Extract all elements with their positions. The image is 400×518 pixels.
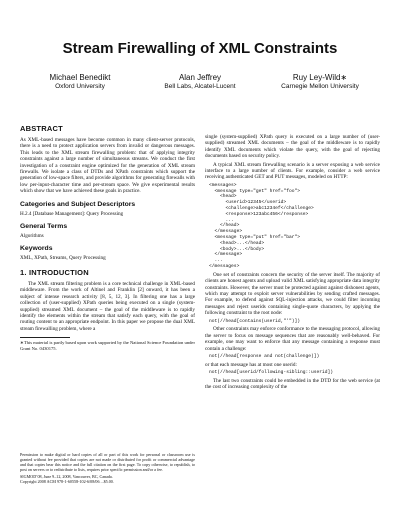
categories-heading: Categories and Subject Descriptors xyxy=(20,200,136,208)
paragraph: One set of constraints concern the security of the server itself. The majority of clients are honest agents and upload valid XML satisfying appropriate data integrity constraints. However, the server must be protected against against dishonest agents, which may attempt to exploit server vulnerabilities by sending crafted messages. For example, to defend against SQL-injection attacks, we could filter incoming messages and reject userids containing single-quote characters, by applying the following constraint to the root node: xyxy=(205,271,380,317)
paragraph: or that each message has at most one userid: xyxy=(205,361,297,368)
paper-title: Stream Firewalling of XML Constraints xyxy=(62,40,338,57)
author-name: Alan Jeffrey xyxy=(178,73,222,82)
categories-text: H.2.4 [Database Management]: Query Processing xyxy=(20,210,124,217)
left-column xyxy=(20,124,195,351)
keywords-heading: Keywords xyxy=(20,245,53,253)
author-block-2 xyxy=(140,73,260,90)
author-name: Michael Benedikt xyxy=(49,73,111,82)
permission-block xyxy=(20,452,195,485)
paragraph: A typical XML stream firewalling scenario is a server exposing a web service interface to a large number of clients. For example, consider a web service receiving authenticated GET and PUT messages, modeled on HTTP: xyxy=(205,161,380,181)
code-constraint: not(//head[response and not(challenge)]) xyxy=(209,354,320,360)
right-column xyxy=(205,134,380,393)
abstract-text: As XML-based messages have become common in many client-server protocols, there is a need to protect application servers from invalid or dangerous messages. This leads to the XML stream firewalling problem: that of applying integrity constraints against a large number of simultaneous streams. We conduct the first investigation of a constraint engine optimized for the generation of XML stream firewalls. We isolate a class of DTDs and XPath constraints which support the generation of low-space filters, and provide algorithms for generating firewalls with low per-input-character time and per-stream space. We give experimental results which show that we have achieved these goals in practice. xyxy=(20,137,195,195)
general-terms-text: Algorithms xyxy=(20,233,44,240)
paragraph: The last two constraints could be embedded in the DTD for the web service (at the cost of increasing complexity of the xyxy=(205,378,380,391)
paragraph: single (system-supplied) XPath query is executed on a large number of (user-supplied) streamed XML documents – the goal of the middleware is to rapidly identify XML documents which violate the query, with the goal of rejecting documents based on security policy. xyxy=(205,134,380,160)
abstract-heading: ABSTRACT xyxy=(20,124,63,133)
code-constraint: not(//head[userid/following-sibling::userid]) xyxy=(209,370,334,376)
code-constraint: not(//head[contains(userid,"'")]) xyxy=(209,318,300,324)
author-affiliation: Oxford University xyxy=(55,83,105,90)
paragraph: Other constraints may enforce conformance to the messaging protocol, allowing the server to focus on message sequences that are reasonably well-behaved. For example, one may want to enforce that any message containing a response must contain a challenge: xyxy=(205,326,380,352)
footnote: ∗This material is partly based upon work supported by the National Science Foundation under Grant No. 0430175. xyxy=(20,340,195,351)
intro-heading: 1. INTRODUCTION xyxy=(20,267,89,277)
keywords-text: XML, XPath, Streams, Query Processing xyxy=(20,255,106,262)
intro-text: The XML stream filtering problem is a core technical challenge in XML-based middleware. From the work of Altinel and Franklin [2] onward, it has been a subject of intense research activity [8, 5, 12, 3]. In filtering one has a large collection of (user-supplied) XPath queries being executed on a single (system-supplied) streamed XML document – the goal of the middleware is to rapidly identify the elements within the stream that satisfy each query, with the goal of routing content to an appropriate endpoint. In this paper we propose the dual XML stream firewalling problem, where a xyxy=(20,280,195,332)
permission-text: Permission to make digital or hard copies of all or part of this work for personal or classroom use is granted without fee provided that copies are not made or distributed for profit or commercial advantage and that copies bear this notice and the full citation on the first page. To copy otherwise, to republish, to post on servers or to redistribute to lists, requires prior specific permission and/or a fee. xyxy=(20,452,195,473)
author-affiliation: Carnegie Mellon University xyxy=(281,83,359,90)
code-listing: <messages> <message type="get" href="foo"> <head> <userid>12345</userid> <challenge>abc1234ef</challenge> <response>123abc456</response> ... </head> </message> <message type="put" href="bar"> <head>...</head> <body>...</body> </message> ... </messages> xyxy=(209,182,314,269)
author-name: Ruy Ley-Wild∗ xyxy=(292,73,348,82)
author-block-1 xyxy=(20,73,140,90)
general-terms-heading: General Terms xyxy=(20,223,68,231)
conference-line: SIGMOD’08, June 9–12, 2008, Vancouver, BC, Canada. xyxy=(20,474,113,480)
copyright-line: Copyright 2008 ACM 978-1-60558-102-6/08/06 ...$5.00. xyxy=(20,479,114,485)
author-affiliation: Bell Labs, Alcatel-Lucent xyxy=(164,83,236,90)
footnote-rule xyxy=(20,337,70,338)
author-block-3 xyxy=(260,73,380,90)
